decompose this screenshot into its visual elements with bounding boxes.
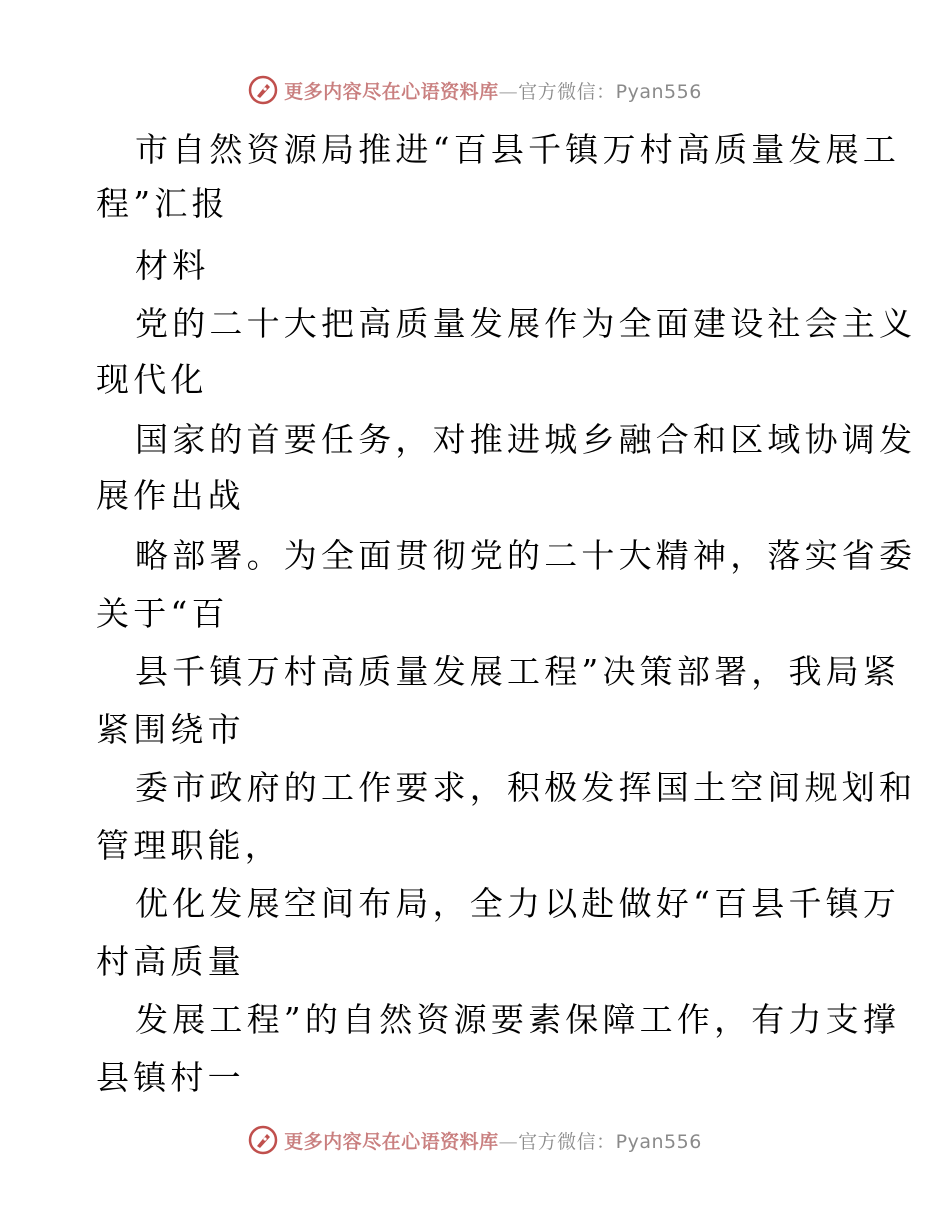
watermark-text [284,77,702,104]
watermark-separator: — [498,80,519,103]
watermark-header [0,70,950,110]
text-line: 党的二十大把高质量发展作为全面建设社会主义 [135,304,917,343]
text-line: 村高质量 [96,942,245,981]
watermark-separator: — [498,1130,519,1153]
text-line: 关于“百 [96,594,229,633]
text-line: 市自然资源局推进“百县千镇万村高质量发展工 [135,130,901,169]
text-line: 国家的首要任务，对推进城乡融合和区域协调发 [135,420,917,459]
text-line: 紧围绕市 [96,710,245,749]
text-line: 管理职能， [96,826,282,865]
text-line: 委市政府的工作要求，积极发挥国土空间规划和 [135,768,917,807]
text-line: 县千镇万村高质量发展工程”决策部署，我局紧 [135,652,901,691]
watermark-wechat: 官方微信：Pyan556 [518,1130,702,1153]
text-line: 县镇村一 [96,1058,245,1097]
text-line: 程”汇报 [96,184,229,223]
watermark-text [284,1127,702,1154]
text-line: 优化发展空间布局，全力以赴做好“百县千镇万 [135,884,901,923]
text-line: 展作出战 [96,476,245,515]
text-line: 略部署。为全面贯彻党的二十大精神，落实省委 [135,536,917,575]
watermark-footer [0,1120,950,1160]
text-line: 发展工程”的自然资源要素保障工作，有力支撑 [135,1000,901,1039]
text-line: 现代化 [96,360,208,399]
watermark-brand: 更多内容尽在心语资料库 [284,80,499,103]
watermark-wechat: 官方微信：Pyan556 [518,80,702,103]
text-line: 材料 [135,246,210,285]
watermark-brand: 更多内容尽在心语资料库 [284,1130,499,1153]
pen-nib-circle-icon [248,75,278,105]
pen-nib-circle-icon [248,1125,278,1155]
